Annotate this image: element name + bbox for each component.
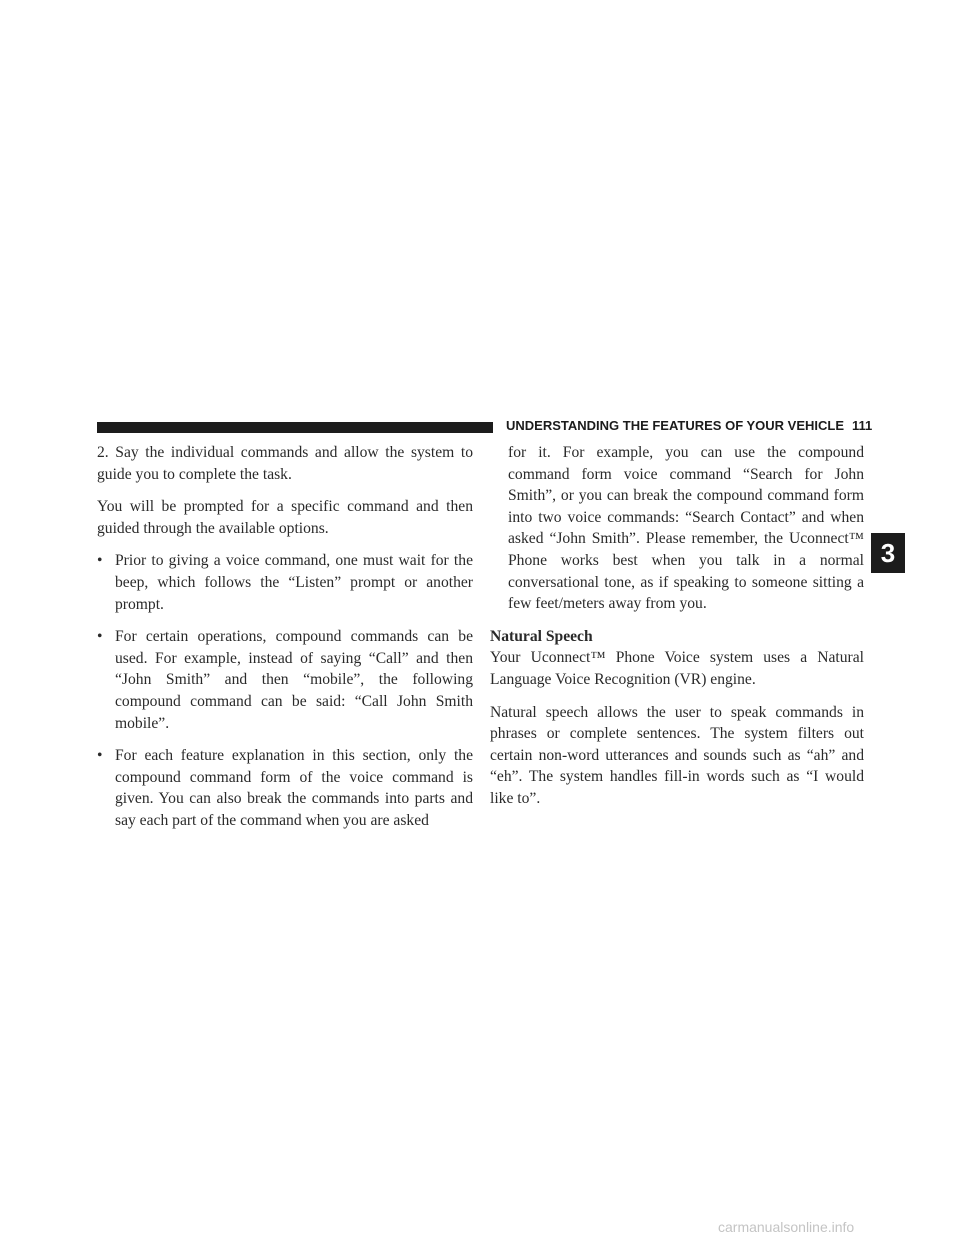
bullet-item — [97, 745, 473, 831]
left-column — [97, 442, 473, 843]
bullet-icon: • — [97, 628, 103, 646]
bullet-item — [97, 626, 473, 734]
right-column — [490, 442, 864, 821]
bullet-text: For each feature explanation in this section, only the compound command form of the voice command is given. You can also break the commands into parts and say each part of the command when you are asked — [115, 747, 473, 829]
intro-paragraph: You will be prompted for a specific command and then guided through the available options. — [97, 498, 473, 537]
running-header — [506, 418, 872, 433]
bullet-text: For certain operations, compound commands can be used. For example, instead of saying “Call” and then “John Smith” and then “mobile”, the following compound command can be said: “Call John Smith mobile”. — [115, 628, 473, 732]
bullet-item — [97, 550, 473, 615]
bullet-continuation: for it. For example, you can use the compound command form voice command “Search for John Smith”, or you can break the compound command form into two voice commands: “Search Contact” and when asked “John Smith”. Please remember, the Uconnect™ Phone works best when you talk in a normal conversational tone, as if speaking to someone sitting a few feet/meters away from you. — [508, 444, 864, 613]
chapter-tab: 3 — [871, 533, 905, 573]
step-2: 2. Say the individual commands and allow the system to guide you to complete the task. — [97, 444, 473, 483]
natural-speech-paragraph-2: Natural speech allows the user to speak commands in phrases or complete sentences. The system filters out certain non-word utterances and sounds such as “ah” and “eh”. The system handles fill-in words such as “I would like to”. — [490, 703, 864, 807]
section-heading: Natural Speech — [490, 627, 593, 645]
bullet-text: Prior to giving a voice command, one must wait for the beep, which follows the “Listen” prompt or another prompt. — [115, 552, 473, 613]
natural-speech-paragraph-1: Your Uconnect™ Phone Voice system uses a Natural Language Voice Recognition (VR) engine. — [490, 649, 864, 688]
watermark: carmanualsonline.info — [718, 1219, 855, 1235]
bullet-icon: • — [97, 747, 103, 765]
page-number: 111 — [852, 418, 873, 433]
bullet-icon: • — [97, 552, 103, 570]
header-rule — [97, 422, 493, 433]
header-title: UNDERSTANDING THE FEATURES OF YOUR VEHICLE — [506, 418, 845, 433]
